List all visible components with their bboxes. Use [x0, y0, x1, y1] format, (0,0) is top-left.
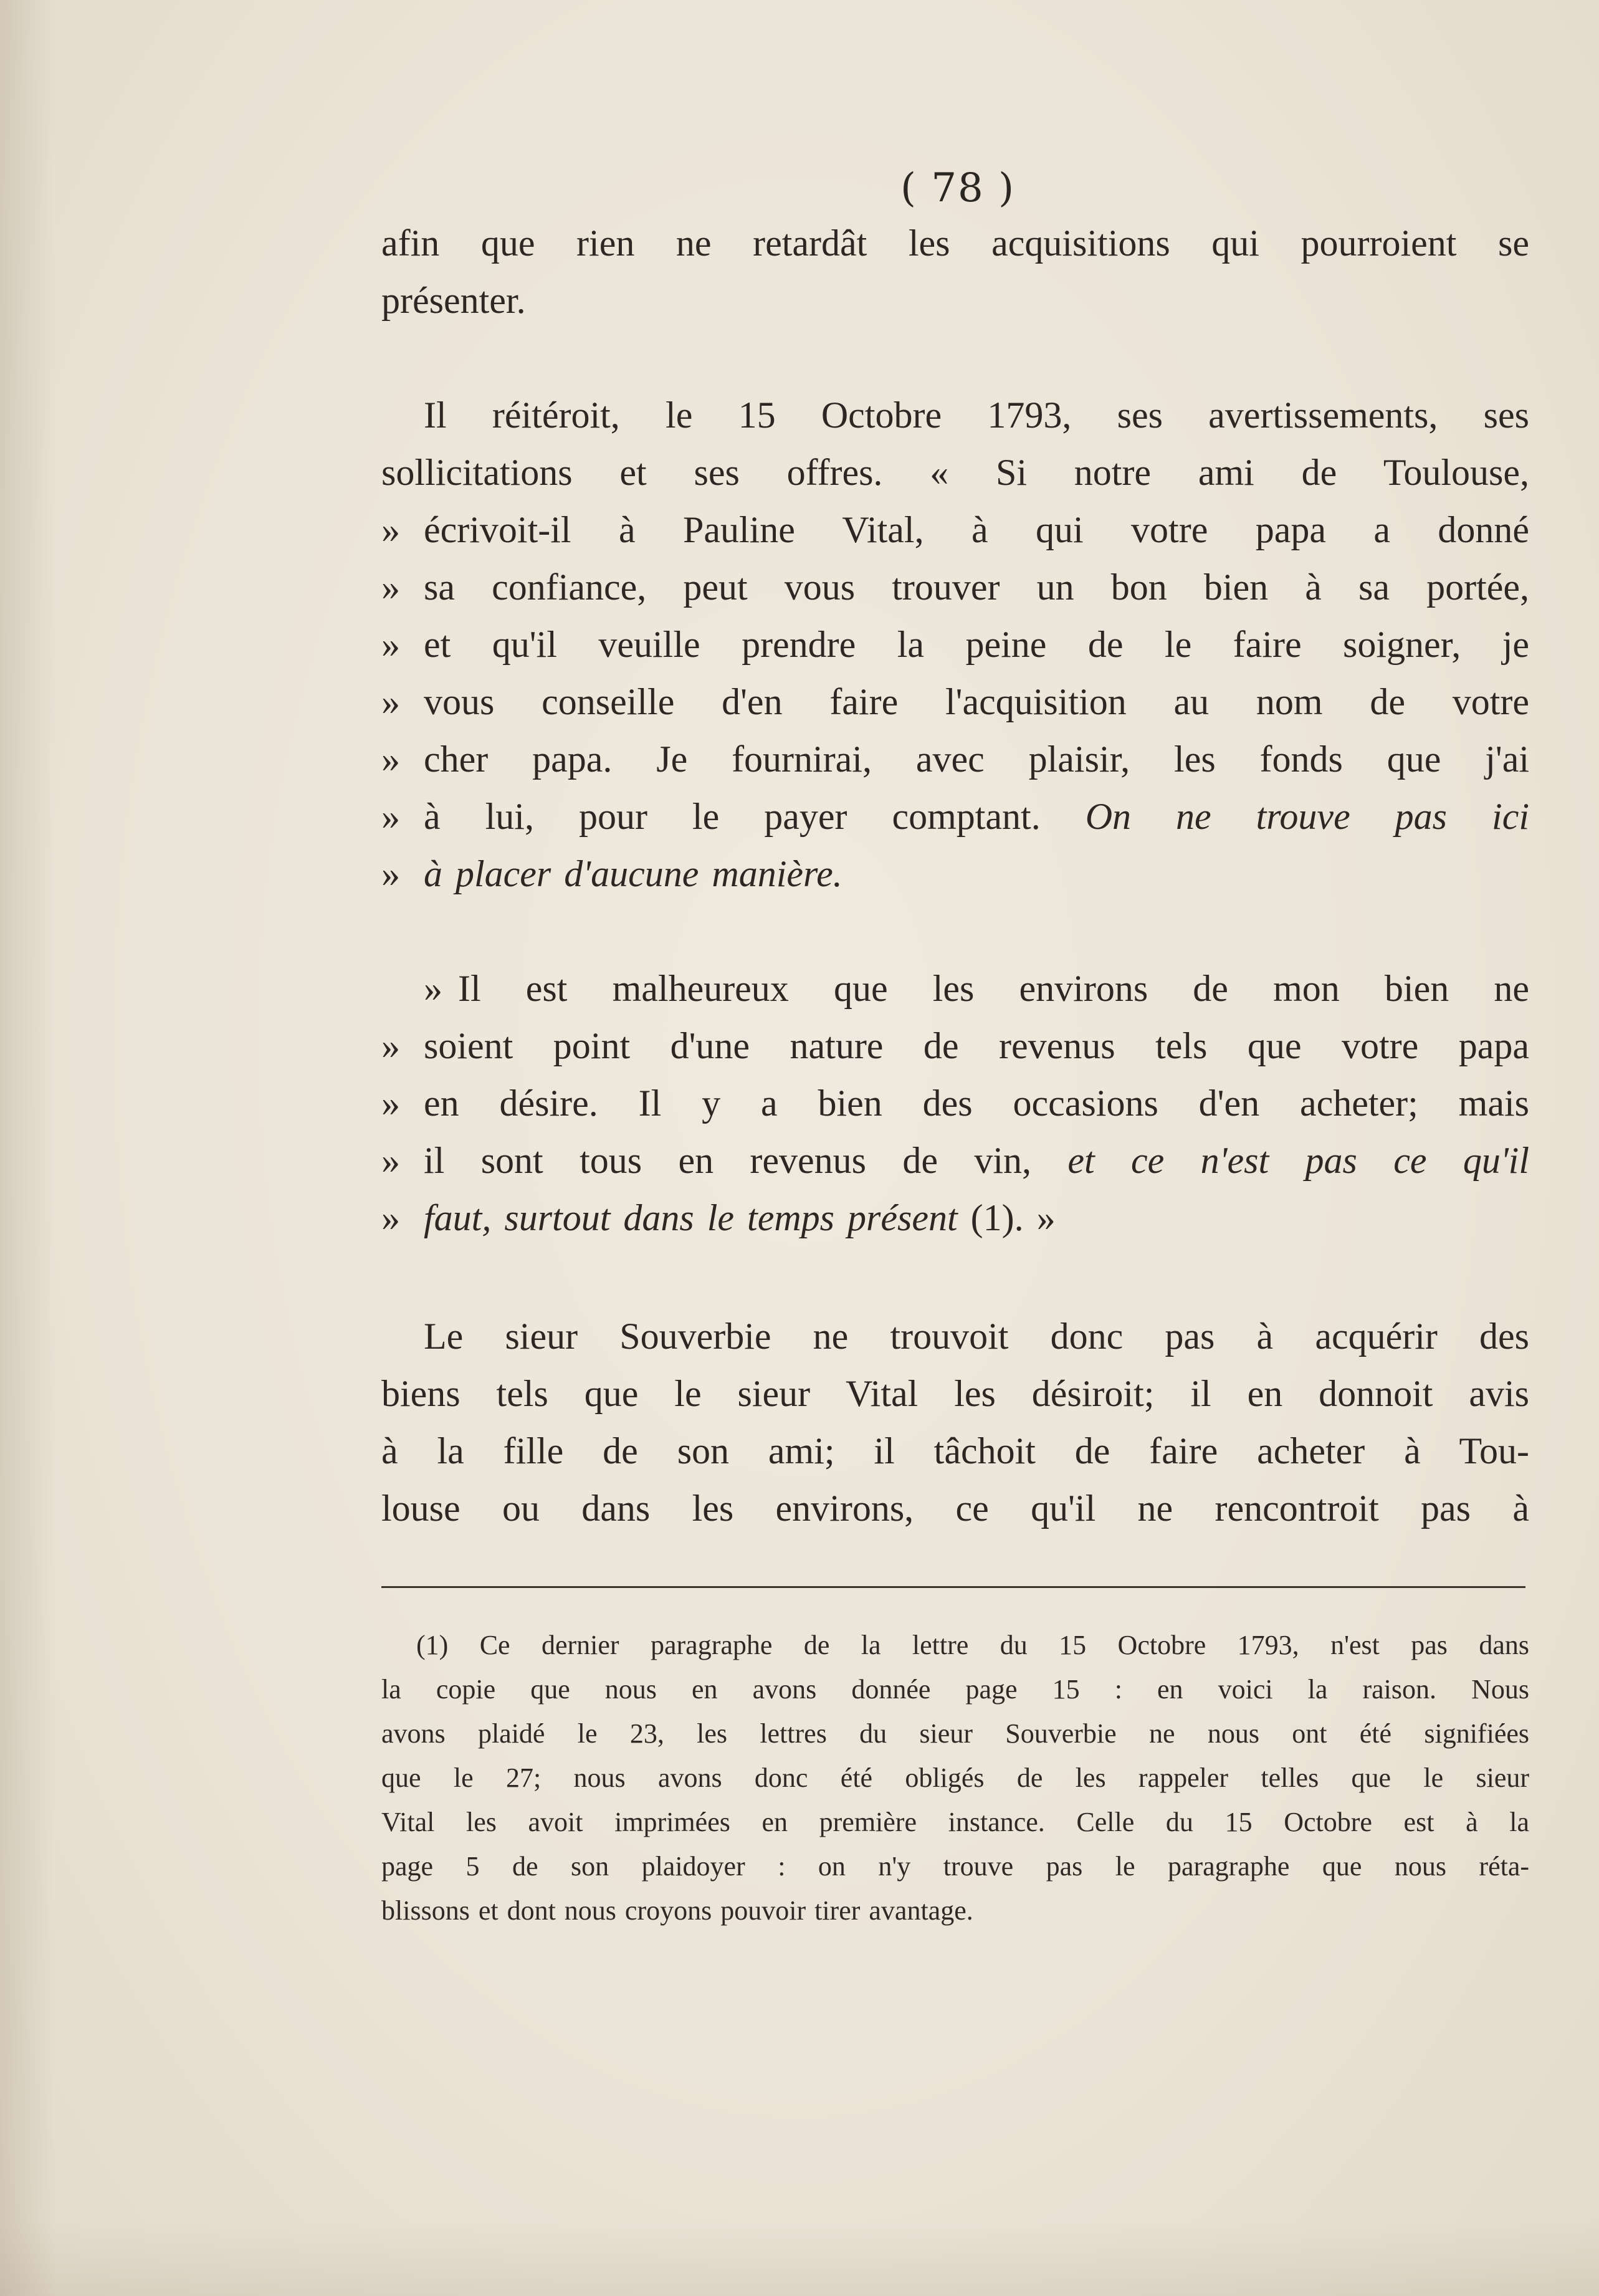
text-span: il sont tous en revenus de vin, [424, 1140, 1068, 1181]
footnote-line: page 5 de son plaidoyer : on n'y trouve pas le paragraphe que nous réta- [381, 1851, 1529, 1882]
footnote-line: blissons et dont nous croyons pouvoir tirer avantage. [381, 1895, 973, 1926]
text-line [381, 1017, 1529, 1074]
quote-mark: » [381, 739, 400, 780]
text-span: à lui, pour le payer comptant. [424, 796, 1086, 837]
text-line [381, 845, 1529, 902]
quote-mark: » [381, 1197, 400, 1238]
quote-mark: » [381, 1025, 400, 1066]
footnote-line: (1) Ce dernier paragraphe de la lettre du 15 Octobre 1793, n'est pas dans [416, 1630, 1529, 1660]
italic-span: On ne trouve pas ici [1085, 796, 1529, 837]
text-line [381, 1132, 1529, 1189]
text-span: écrivoit-il à Pauline Vital, à qui votre papa a donné [424, 509, 1529, 550]
quote-mark: » [381, 681, 400, 722]
footnote-line: que le 27; nous avons donc été obligés de les rappeler telles que le sieur [381, 1763, 1529, 1793]
text-line: Il réitéroit, le 15 Octobre 1793, ses avertissements, ses [424, 395, 1529, 436]
text-line [381, 960, 1529, 1017]
quote-mark: » [381, 796, 400, 837]
italic-span: à placer d'aucune manière. [424, 853, 842, 894]
paragraph-3 [381, 960, 1529, 1246]
text-line [381, 616, 1529, 673]
quote-mark: » [424, 968, 442, 1009]
text-span: en désire. Il y a bien des occasions d'en acheter; mais [424, 1083, 1529, 1124]
quote-mark: » [381, 624, 400, 665]
binding-shadow [0, 0, 56, 2296]
text-line [381, 558, 1529, 616]
bottom-shadow [0, 2221, 1599, 2296]
italic-span: faut, surtout dans le temps présent [424, 1197, 958, 1238]
text-line [381, 730, 1529, 788]
text-line: louse ou dans les environs, ce qu'il ne rencontroit pas à [381, 1488, 1529, 1529]
footnote-line: avons plaidé le 23, les lettres du sieur Souverbie ne nous ont été signifiées [381, 1718, 1529, 1749]
quote-mark: » [381, 1140, 400, 1181]
text-span: vous conseille d'en faire l'acquisition au nom de votre [424, 681, 1529, 722]
page-number: ( 78 ) [900, 165, 1016, 211]
text-line: présenter. [381, 280, 526, 321]
text-line [381, 501, 1529, 558]
text-line: sollicitations et ses offres. « Si notre ami de Toulouse, [381, 452, 1529, 493]
italic-span: et ce n'est pas ce qu'il [1067, 1140, 1529, 1181]
footnote [381, 1623, 1529, 1933]
quote-mark: » [381, 567, 400, 608]
text-line [381, 1074, 1529, 1132]
text-line [381, 788, 1529, 845]
footnote-line: Vital les avoit imprimées en première instance. Celle du 15 Octobre est à la [381, 1807, 1529, 1837]
text-span: sa confiance, peut vous trouver un bon bien à sa portée, [424, 567, 1529, 608]
text-span: cher papa. Je fournirai, avec plaisir, les fonds que j'ai [424, 739, 1529, 780]
text-span: Il est malheureux que les environs de mon bien ne [458, 968, 1529, 1009]
text-line: à la fille de son ami; il tâchoit de faire acheter à Tou- [381, 1430, 1529, 1471]
quote-mark: » [381, 853, 400, 894]
quote-mark: » [381, 1083, 400, 1124]
footnote-divider [381, 1586, 1525, 1588]
footnote-line: la copie que nous en avons donnée page 15 : en voici la raison. Nous [381, 1674, 1529, 1705]
text-span: et qu'il veuille prendre la peine de le faire soigner, je [424, 624, 1529, 665]
text-span: (1). » [957, 1197, 1056, 1238]
paragraph-1 [381, 214, 1529, 329]
quote-mark: » [381, 509, 400, 550]
text-line: afin que rien ne retardât les acquisitions qui pourroient se [381, 222, 1529, 264]
paragraph-2 [381, 386, 1529, 902]
text-line [381, 1189, 1529, 1246]
text-span: soient point d'une nature de revenus tels que votre papa [424, 1025, 1529, 1066]
text-line: Le sieur Souverbie ne trouvoit donc pas à acquérir des [424, 1316, 1529, 1357]
text-line [381, 673, 1529, 730]
text-line: biens tels que le sieur Vital les désiroit; il en donnoit avis [381, 1373, 1529, 1414]
paragraph-4 [381, 1308, 1529, 1537]
